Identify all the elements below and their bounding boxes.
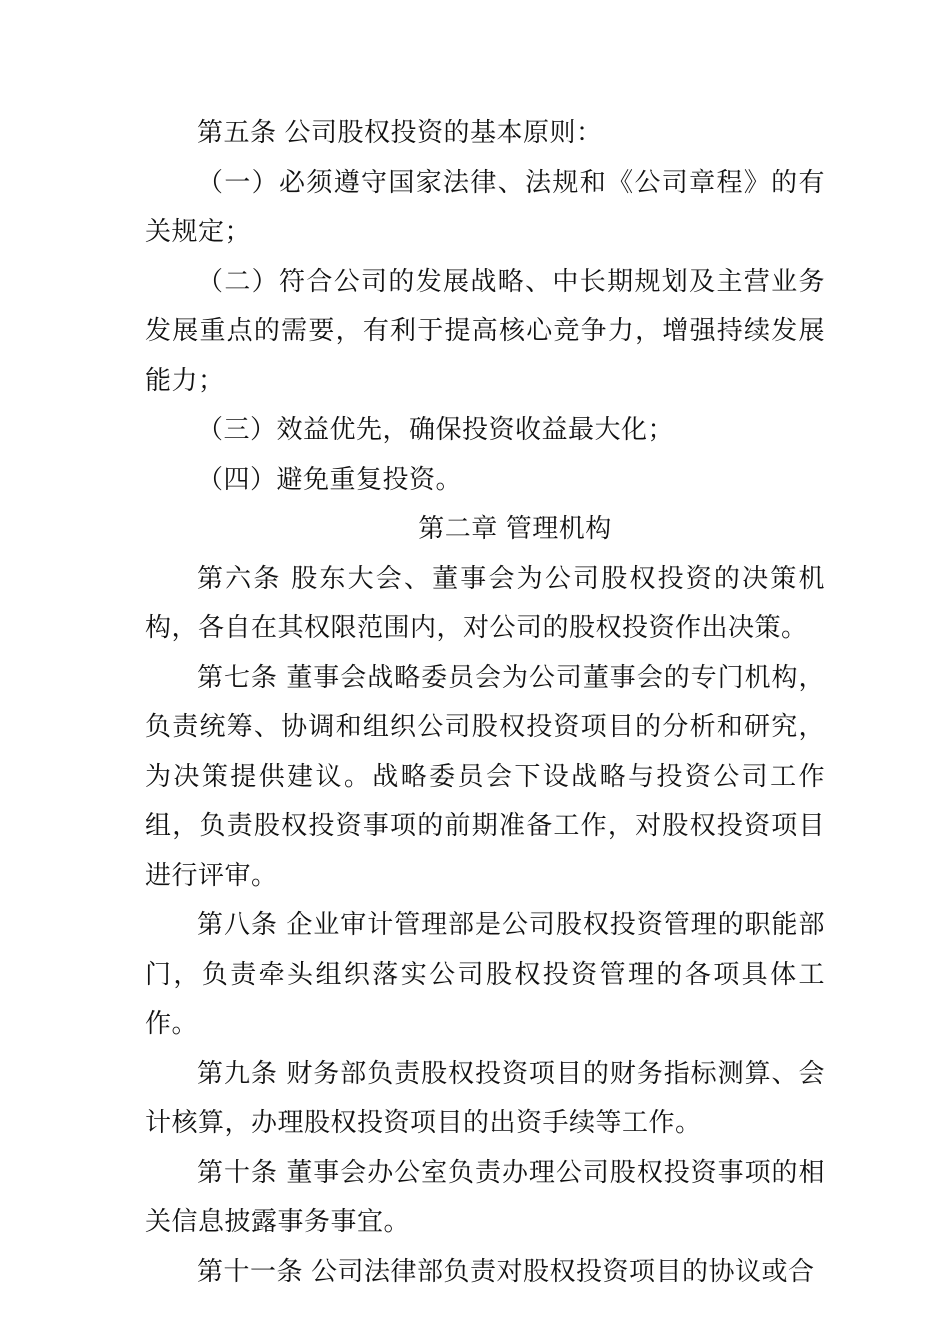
principle-2 xyxy=(145,258,825,407)
article-6-number: 第六条 xyxy=(197,563,282,594)
document-body xyxy=(145,109,825,1297)
article-7-number: 第七条 xyxy=(197,662,278,693)
principle-2-text: （二）符合公司的发展战略、中长期规划及主营业务发展重点的需要，有利于提高核心竞争力，增强持续发展能力； xyxy=(145,266,825,396)
article-6-text: 股东大会、董事会为公司股权投资的决策机构，各自在其权限范围内，对公司的股权投资作出决策。 xyxy=(145,563,825,643)
article-6 xyxy=(145,555,825,654)
article-5-number: 第五条 xyxy=(197,118,277,148)
article-7 xyxy=(145,654,825,902)
article-5 xyxy=(145,109,825,159)
principle-3 xyxy=(145,406,825,456)
principle-4-text: （四）避免重复投资。 xyxy=(197,464,463,495)
article-10 xyxy=(145,1149,825,1248)
principle-3-text: （三）效益优先，确保投资收益最大化； xyxy=(197,415,675,445)
principle-1-text: （一）必须遵守国家法律、法规和《公司章程》的有关规定； xyxy=(145,167,825,247)
chapter-2-heading xyxy=(145,505,825,555)
article-11-text: 公司法律部负责对股权投资项目的协议或合 xyxy=(311,1256,815,1287)
chapter-2-title: 管理机构 xyxy=(505,514,612,544)
chapter-2-number: 第二章 xyxy=(418,514,498,544)
principle-4 xyxy=(145,456,825,506)
article-11 xyxy=(145,1248,825,1298)
article-9 xyxy=(145,1050,825,1149)
article-5-text: 公司股权投资的基本原则： xyxy=(284,118,603,148)
principle-1 xyxy=(145,159,825,258)
article-10-number: 第十条 xyxy=(197,1157,278,1188)
article-11-number: 第十一条 xyxy=(197,1256,304,1287)
article-10-text: 董事会办公室负责办理公司股权投资事项的相关信息披露事务事宜。 xyxy=(145,1157,825,1237)
article-9-number: 第九条 xyxy=(197,1058,278,1089)
article-8-text: 企业审计管理部是公司股权投资管理的职能部门，负责牵头组织落实公司股权投资管理的各项具体工作。 xyxy=(145,910,825,1039)
article-8 xyxy=(145,901,825,1050)
article-9-text: 财务部负责股权投资项目的财务指标测算、会计核算，办理股权投资项目的出资手续等工作。 xyxy=(145,1058,825,1138)
article-7-text: 董事会战略委员会为公司董事会的专门机构，负责统筹、协调和组织公司股权投资项目的分析和研究，为决策提供建议。战略委员会下设战略与投资公司工作组，负责股权投资事项的前期准备工作，对股权投资项目进行评审。 xyxy=(145,662,825,891)
article-8-number: 第八条 xyxy=(197,910,278,940)
